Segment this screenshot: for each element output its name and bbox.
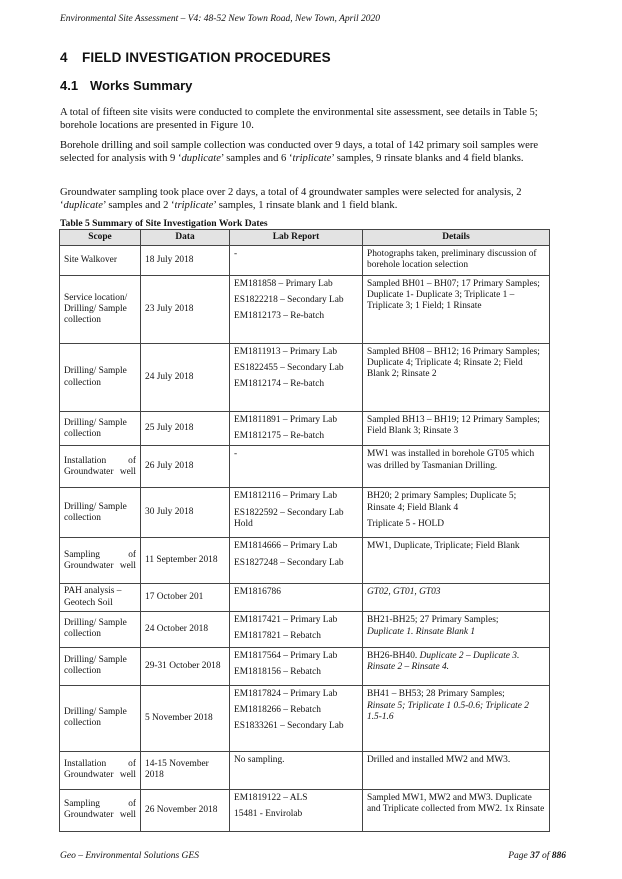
table-row [60,446,550,488]
cell-date: 24 July 2018 [141,344,230,412]
cell-date: 30 July 2018 [141,488,230,538]
table-row [60,584,550,611]
table-header-row [60,230,550,246]
subsection-heading [60,78,192,93]
header-scope: Scope [60,230,141,246]
cell-scope: Drilling/ Sample collection [60,647,141,685]
cell-scope: Service location/ Drilling/ Sample collection [60,276,141,344]
cell-details: Photographs taken, preliminary discussion of borehole location selection [363,246,550,276]
cell-lab: EM181858 – Primary Lab ES1822218 – Secondary Lab EM1812173 – Re-batch [230,276,363,344]
paragraph-borehole-drilling: Borehole drilling and soil sample collection was conducted over 9 days, a total of 142 primary soil samples were selected for analysis with 9 ‘duplicate’ samples and 6 ‘triplicate’ samples, 9 rinsate blanks and 4 field blanks. [60,140,539,165]
section-heading [60,50,331,65]
cell-date: 26 November 2018 [141,789,230,831]
cell-details: Sampled MW1, MW2 and MW3. Duplicate and Triplicate collected from MW2. 1x Rinsate [363,789,550,831]
header-data: Data [141,230,230,246]
cell-lab: EM1812116 – Primary Lab ES1822592 – Secondary Lab Hold [230,488,363,538]
cell-lab: EM1811891 – Primary Lab EM1812175 – Re-batch [230,412,363,446]
cell-details: BH26-BH40. Duplicate 2 – Duplicate 3. Rinsate 2 – Rinsate 4. [363,647,550,685]
cell-date: 18 July 2018 [141,246,230,276]
cell-scope: PAH analysis – Geotech Soil [60,584,141,611]
cell-date: 26 July 2018 [141,446,230,488]
cell-date: 29-31 October 2018 [141,647,230,685]
cell-scope: Sampling of Groundwater well [60,538,141,584]
table-row [60,412,550,446]
table-row [60,344,550,412]
cell-date: 23 July 2018 [141,276,230,344]
footer-company: Geo – Environmental Solutions GES [60,851,199,861]
cell-date: 14-15 November 2018 [141,751,230,789]
cell-details: GT02, GT01, GT03 [363,584,550,611]
footer-page-number: Page 37 of 886 [508,851,566,861]
cell-details: Sampled BH01 – BH07; 17 Primary Samples; Duplicate 1- Duplicate 3; Triplicate 1 – Triplicate 3; 1 Field; 1 Rinsate [363,276,550,344]
table-row [60,276,550,344]
subsection-title: Works Summary [90,78,193,93]
cell-details: BH20; 2 primary Samples; Duplicate 5; Rinsate 4; Field Blank 4 Triplicate 5 - HOLD [363,488,550,538]
cell-scope: Drilling/ Sample collection [60,488,141,538]
table-row [60,789,550,831]
cell-date: 17 October 201 [141,584,230,611]
table-caption: Table 5 Summary of Site Investigation Work Dates [60,218,268,229]
cell-lab: - [230,246,363,276]
cell-scope: Site Walkover [60,246,141,276]
cell-lab: No sampling. [230,751,363,789]
cell-details: MW1 was installed in borehole GT05 which was drilled by Tasmanian Drilling. [363,446,550,488]
table-row [60,611,550,647]
cell-details: Drilled and installed MW2 and MW3. [363,751,550,789]
cell-lab: EM1817824 – Primary Lab EM1818266 – Rebatch ES1833261 – Secondary Lab [230,685,363,751]
subsection-number: 4.1 [60,78,79,93]
work-dates-table [59,229,550,832]
cell-details: Sampled BH08 – BH12; 16 Primary Samples; Duplicate 4; Triplicate 4; Rinsate 2; Field Blank 2; Rinsate 2 [363,344,550,412]
cell-details: Sampled BH13 – BH19; 12 Primary Samples; Field Blank 3; Rinsate 3 [363,412,550,446]
cell-lab: EM1817421 – Primary Lab EM1817821 – Rebatch [230,611,363,647]
header-details: Details [363,230,550,246]
table-row [60,685,550,751]
header-lab-report: Lab Report [230,230,363,246]
cell-lab: EM1817564 – Primary Lab EM1818156 – Rebatch [230,647,363,685]
cell-details: BH21-BH25; 27 Primary Samples; Duplicate 1. Rinsate Blank 1 [363,611,550,647]
cell-lab: EM1814666 – Primary Lab ES1827248 – Secondary Lab [230,538,363,584]
cell-scope: Installation of Groundwater well [60,751,141,789]
cell-lab: EM1819122 – ALS 15481 - Envirolab [230,789,363,831]
paragraph-groundwater: Groundwater sampling took place over 2 days, a total of 4 groundwater samples were selected for analysis, 2 ‘duplicate’ samples and 2 ‘triplicate’ samples, 1 rinsate blank and 1 field blank. [60,187,522,212]
cell-date: 5 November 2018 [141,685,230,751]
cell-details: BH41 – BH53; 28 Primary Samples; Rinsate 5; Triplicate 1 0.5-0.6; Triplicate 2 1.5-1.6 [363,685,550,751]
cell-scope: Drilling/ Sample collection [60,685,141,751]
cell-scope: Drilling/ Sample collection [60,611,141,647]
cell-scope: Sampling of Groundwater well [60,789,141,831]
cell-scope: Drilling/ Sample collection [60,344,141,412]
cell-date: 11 September 2018 [141,538,230,584]
table-row [60,538,550,584]
cell-date: 24 October 2018 [141,611,230,647]
cell-lab: EM1811913 – Primary Lab ES1822455 – Secondary Lab EM1812174 – Re-batch [230,344,363,412]
cell-scope: Installation of Groundwater well [60,446,141,488]
cell-details: MW1, Duplicate, Triplicate; Field Blank [363,538,550,584]
table-row [60,488,550,538]
cell-lab: - [230,446,363,488]
section-title: FIELD INVESTIGATION PROCEDURES [82,50,331,65]
table-row [60,647,550,685]
table-row [60,751,550,789]
cell-lab: EM1816786 [230,584,363,611]
document-header: Environmental Site Assessment – V4: 48-52 New Town Road, New Town, April 2020 [60,14,381,24]
cell-date: 25 July 2018 [141,412,230,446]
table-row [60,246,550,276]
paragraph-site-visits: A total of fifteen site visits were conducted to complete the environmental site assessment, see details in Table 5; borehole locations are presented in Figure 10. [60,107,538,132]
section-number: 4 [60,50,68,65]
cell-scope: Drilling/ Sample collection [60,412,141,446]
